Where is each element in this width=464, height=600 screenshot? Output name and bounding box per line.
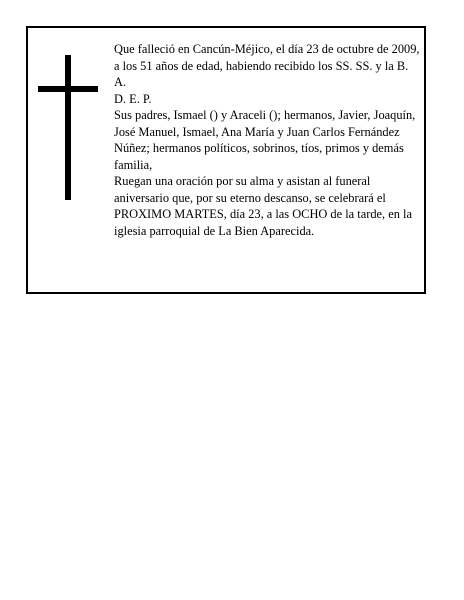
- notice-family: Sus padres, Ismael () y Araceli (); hermanos, Javier, Joaquín, José Manuel, Ismael, Ana María y Juan Carlos Fernández Núñez; hermanos políticos, sobrinos, tíos, primos y demás familia,: [114, 108, 416, 172]
- cross-icon: [38, 55, 98, 200]
- cross-horizontal-bar: [38, 86, 98, 92]
- notice-rip: D. E. P.: [114, 91, 152, 106]
- obituary-notice: [26, 26, 426, 294]
- notice-death-details: Que falleció en Cancún-Méjico, el día 23 de octubre de 2009, a los 51 años de edad, habiendo recibido los SS. SS. y la B. A.: [114, 42, 420, 89]
- cross-vertical-bar: [65, 55, 71, 200]
- notice-funeral-invitation: Ruegan una oración por su alma y asistan al funeral aniversario que, por su eterno descanso, se celebrará el PROXIMO MARTES, día 23, a las OCHO de la tarde, en la iglesia parroquial de La Bien Aparecida.: [114, 174, 412, 238]
- notice-text: [114, 41, 420, 239]
